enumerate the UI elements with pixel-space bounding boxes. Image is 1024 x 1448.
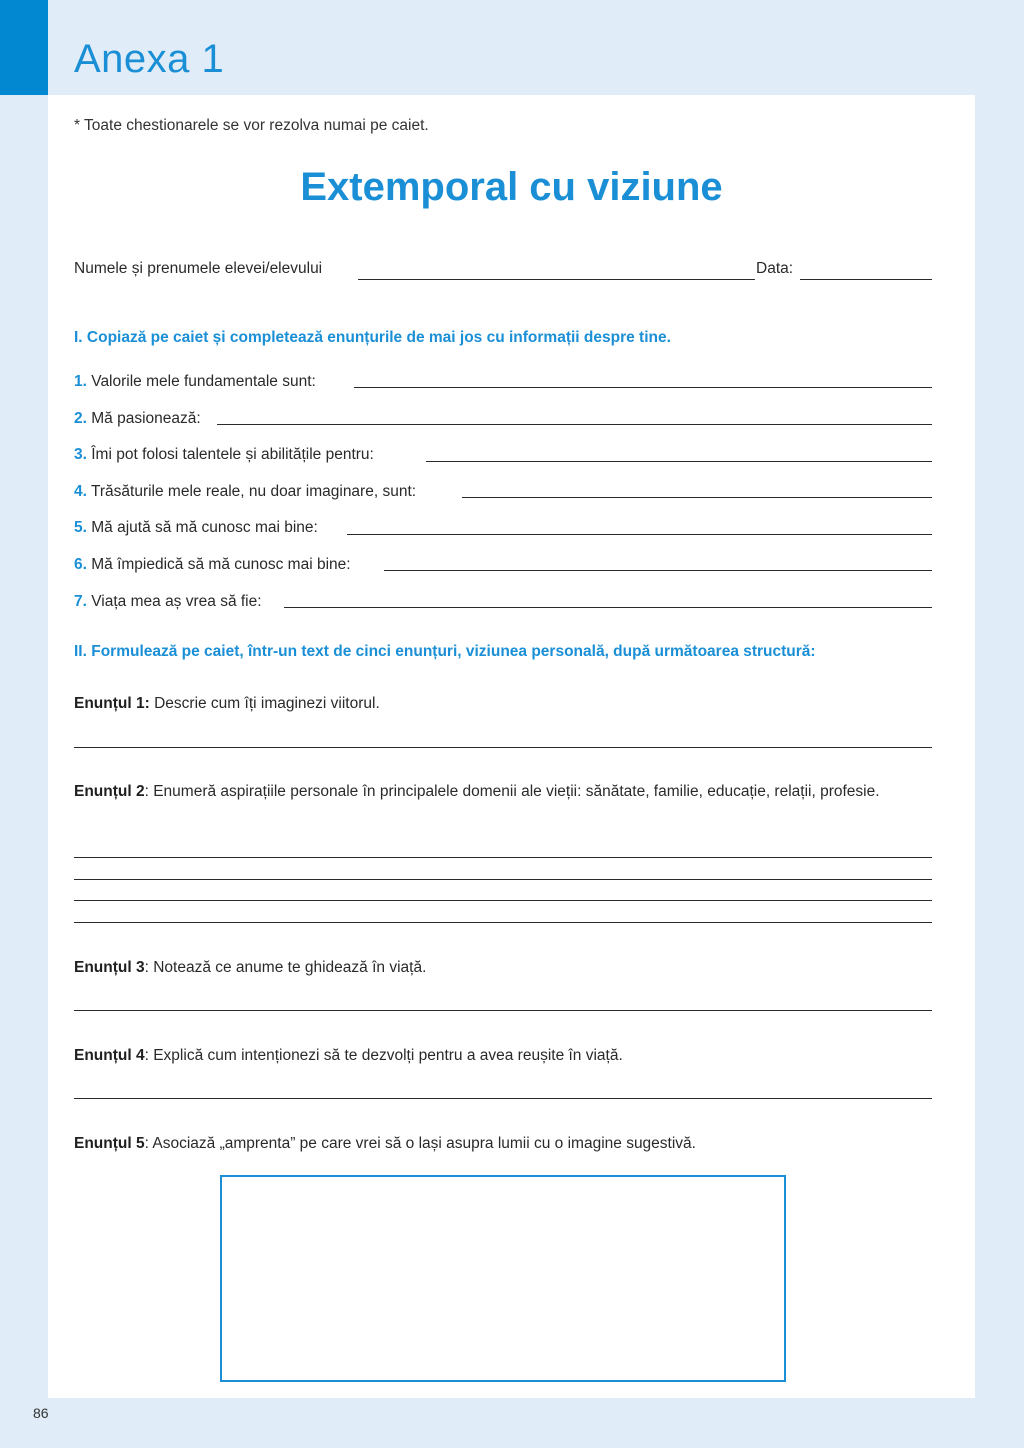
header-accent-bar: [0, 0, 48, 95]
answer-line-6[interactable]: [384, 570, 932, 571]
enunt-2-line-2[interactable]: [74, 879, 932, 880]
list-item: 5. Mă ajută să mă cunosc mai bine:: [74, 519, 318, 536]
worksheet-title: Extemporal cu viziune: [300, 165, 723, 209]
date-label: Data:: [756, 260, 794, 277]
enunt-4-line[interactable]: [74, 1098, 932, 1099]
enunt-3: Enunțul 3: Notează ce anume te ghidează în viață.: [74, 959, 427, 976]
answer-line-5[interactable]: [347, 534, 932, 535]
name-field-line[interactable]: [358, 279, 755, 280]
name-label: Numele și prenumele elevei/elevului: [74, 260, 323, 277]
list-item: 1. Valorile mele fundamentale sunt:: [74, 373, 316, 390]
enunt-2-line-4[interactable]: [74, 922, 932, 923]
list-item: 4. Trăsăturile mele reale, nu doar imaginare, sunt:: [74, 483, 417, 500]
page-number: 86: [33, 1405, 49, 1421]
enunt-1-line[interactable]: [74, 747, 932, 748]
section-2-heading: II. Formulează pe caiet, într-un text de cinci enunțuri, viziunea personală, după următoarea structură:: [74, 643, 816, 660]
annex-title: Anexa 1: [74, 37, 225, 81]
list-item: 2. Mă pasionează:: [74, 410, 201, 427]
instruction-note: * Toate chestionarele se vor rezolva numai pe caiet.: [74, 117, 429, 134]
enunt-4: Enunțul 4: Explică cum intenționezi să te dezvolți pentru a avea reușite în viață.: [74, 1047, 623, 1064]
list-item: 3. Îmi pot folosi talentele și abilitățile pentru:: [74, 446, 374, 463]
student-info-row: [74, 260, 932, 284]
date-field-line[interactable]: [800, 279, 932, 280]
answer-line-4[interactable]: [462, 497, 932, 498]
answer-line-1[interactable]: [354, 387, 932, 388]
enunt-2-line-1[interactable]: [74, 857, 932, 858]
enunt-3-line[interactable]: [74, 1010, 932, 1011]
answer-line-3[interactable]: [426, 461, 932, 462]
enunt-5: Enunțul 5: Asociază „amprenta” pe care vrei să o lași asupra lumii cu o imagine sugestivă.: [74, 1135, 696, 1152]
enunt-1: Enunțul 1: Descrie cum îți imaginezi viitorul.: [74, 695, 380, 712]
answer-line-7[interactable]: [284, 607, 932, 608]
list-item: 6. Mă împiedică să mă cunosc mai bine:: [74, 556, 351, 573]
list-item: 7. Viața mea aș vrea să fie:: [74, 593, 262, 610]
answer-line-2[interactable]: [217, 424, 932, 425]
enunt-2-line-3[interactable]: [74, 900, 932, 901]
image-drawing-box[interactable]: [220, 1175, 786, 1382]
section-1-heading: I. Copiază pe caiet și completează enunțurile de mai jos cu informații despre tine.: [74, 329, 671, 346]
enunt-2: Enunțul 2: Enumeră aspirațiile personale în principalele domenii ale vieții: sănătate, familie, educație, relații, profesie.: [74, 783, 880, 800]
